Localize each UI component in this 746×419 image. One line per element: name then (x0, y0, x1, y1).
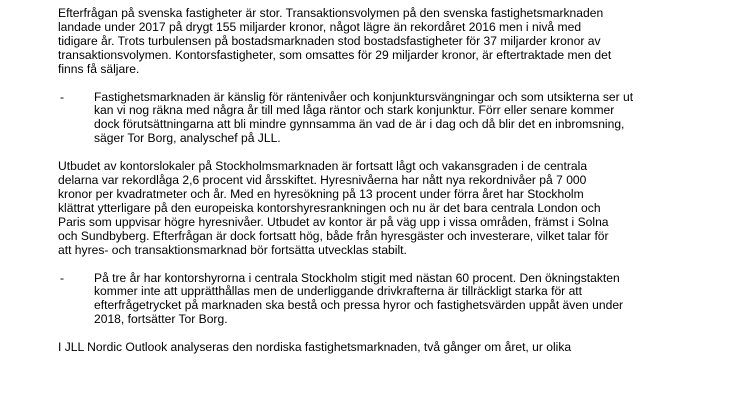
text-line: På tre år har kontorshyrorna i centrala Stockholm stigit med nästan 60 procent. Den ökningstakten (94, 270, 620, 285)
text-line: delarna var rekordlåga 2,6 procent vid årsskiftet. Hyresnivåerna har nått nya rekordnivåer på 7 000 (58, 173, 587, 188)
paragraph-nordic-outlook (58, 341, 730, 355)
text-line: 2018, fortsätter Tor Borg. (94, 312, 228, 327)
text-line: landade under 2017 på drygt 155 miljarder kronor, något lägre än rekordåret 2016 men i nivå med (58, 19, 582, 34)
text-line: tidigare år. Trots turbulensen på bostadsmarknaden stod bostadsfastigheter för 37 miljarder kronor av (58, 33, 601, 48)
paragraph-office-supply (58, 160, 730, 257)
text-line: transaktionsvolymen. Kontorsfastigheter, som omsattes för 29 miljarder kronor, är eftertraktade men det (58, 47, 612, 62)
quote-bullet-office-rents (58, 272, 730, 328)
text-line: kommer inte att upprätthållas men de underliggande drivkrafterna är tillräckligt starka för att (94, 284, 583, 299)
document-page (58, 7, 730, 369)
text-line: klättrat ytterligare på den europeiska kontorshyresrankningen och nu är det bara centrala London och (58, 200, 601, 215)
text-line: dock förutsättningarna att bli mindre gynnsamma än vad de är i dag och då blir det en inbromsning, (94, 117, 625, 132)
text-line: att hyres- och transaktionsmarknad bör fortsätta utvecklas stabilt. (58, 242, 407, 257)
text-line: finns få säljare. (58, 61, 140, 76)
text-line: kan vi nog räkna med några år till med låga räntor och stark konjunktur. Förr eller senare kommer (94, 103, 615, 118)
text-line: Fastighetsmarknaden är känslig för räntenivåer och konjunktursvängningar och som utsikterna ser ut (94, 89, 634, 104)
text-line: Paris som uppvisar högre hyresnivåer. Utbudet av kontor är på väg upp i vissa områden, främst i Solna (58, 214, 609, 229)
bullet-dash: - (60, 270, 65, 285)
quote-bullet-interest-rates (58, 91, 730, 147)
text-line: och Sundbyberg. Efterfrågan är dock fortsatt hög, både från hyresgäster och investerare, vilket talar för (58, 228, 609, 243)
paragraph-transaction-volume (58, 7, 730, 77)
text-line: Efterfrågan på svenska fastigheter är stor. Transaktionsvolymen på den svenska fastighetsmarknaden (58, 6, 604, 20)
text-line: kronor per kvadratmeter och år. Med en hyresökning på 13 procent under förra året har Stockholm (58, 186, 584, 201)
text-line: efterfrågetrycket på marknaden ska bestå och pressa hyror och fastighetsvärden uppåt även under (94, 298, 624, 313)
text-line: Utbudet av kontorslokaler på Stockholmsmarknaden är fortsatt lågt och vakansgraden i de centrala (58, 159, 588, 174)
text-line: säger Tor Borg, analyschef på JLL. (94, 131, 281, 146)
text-line: I JLL Nordic Outlook analyseras den nordiska fastighetsmarknaden, två gånger om året, ur olika (58, 340, 572, 355)
bullet-dash: - (60, 89, 65, 104)
